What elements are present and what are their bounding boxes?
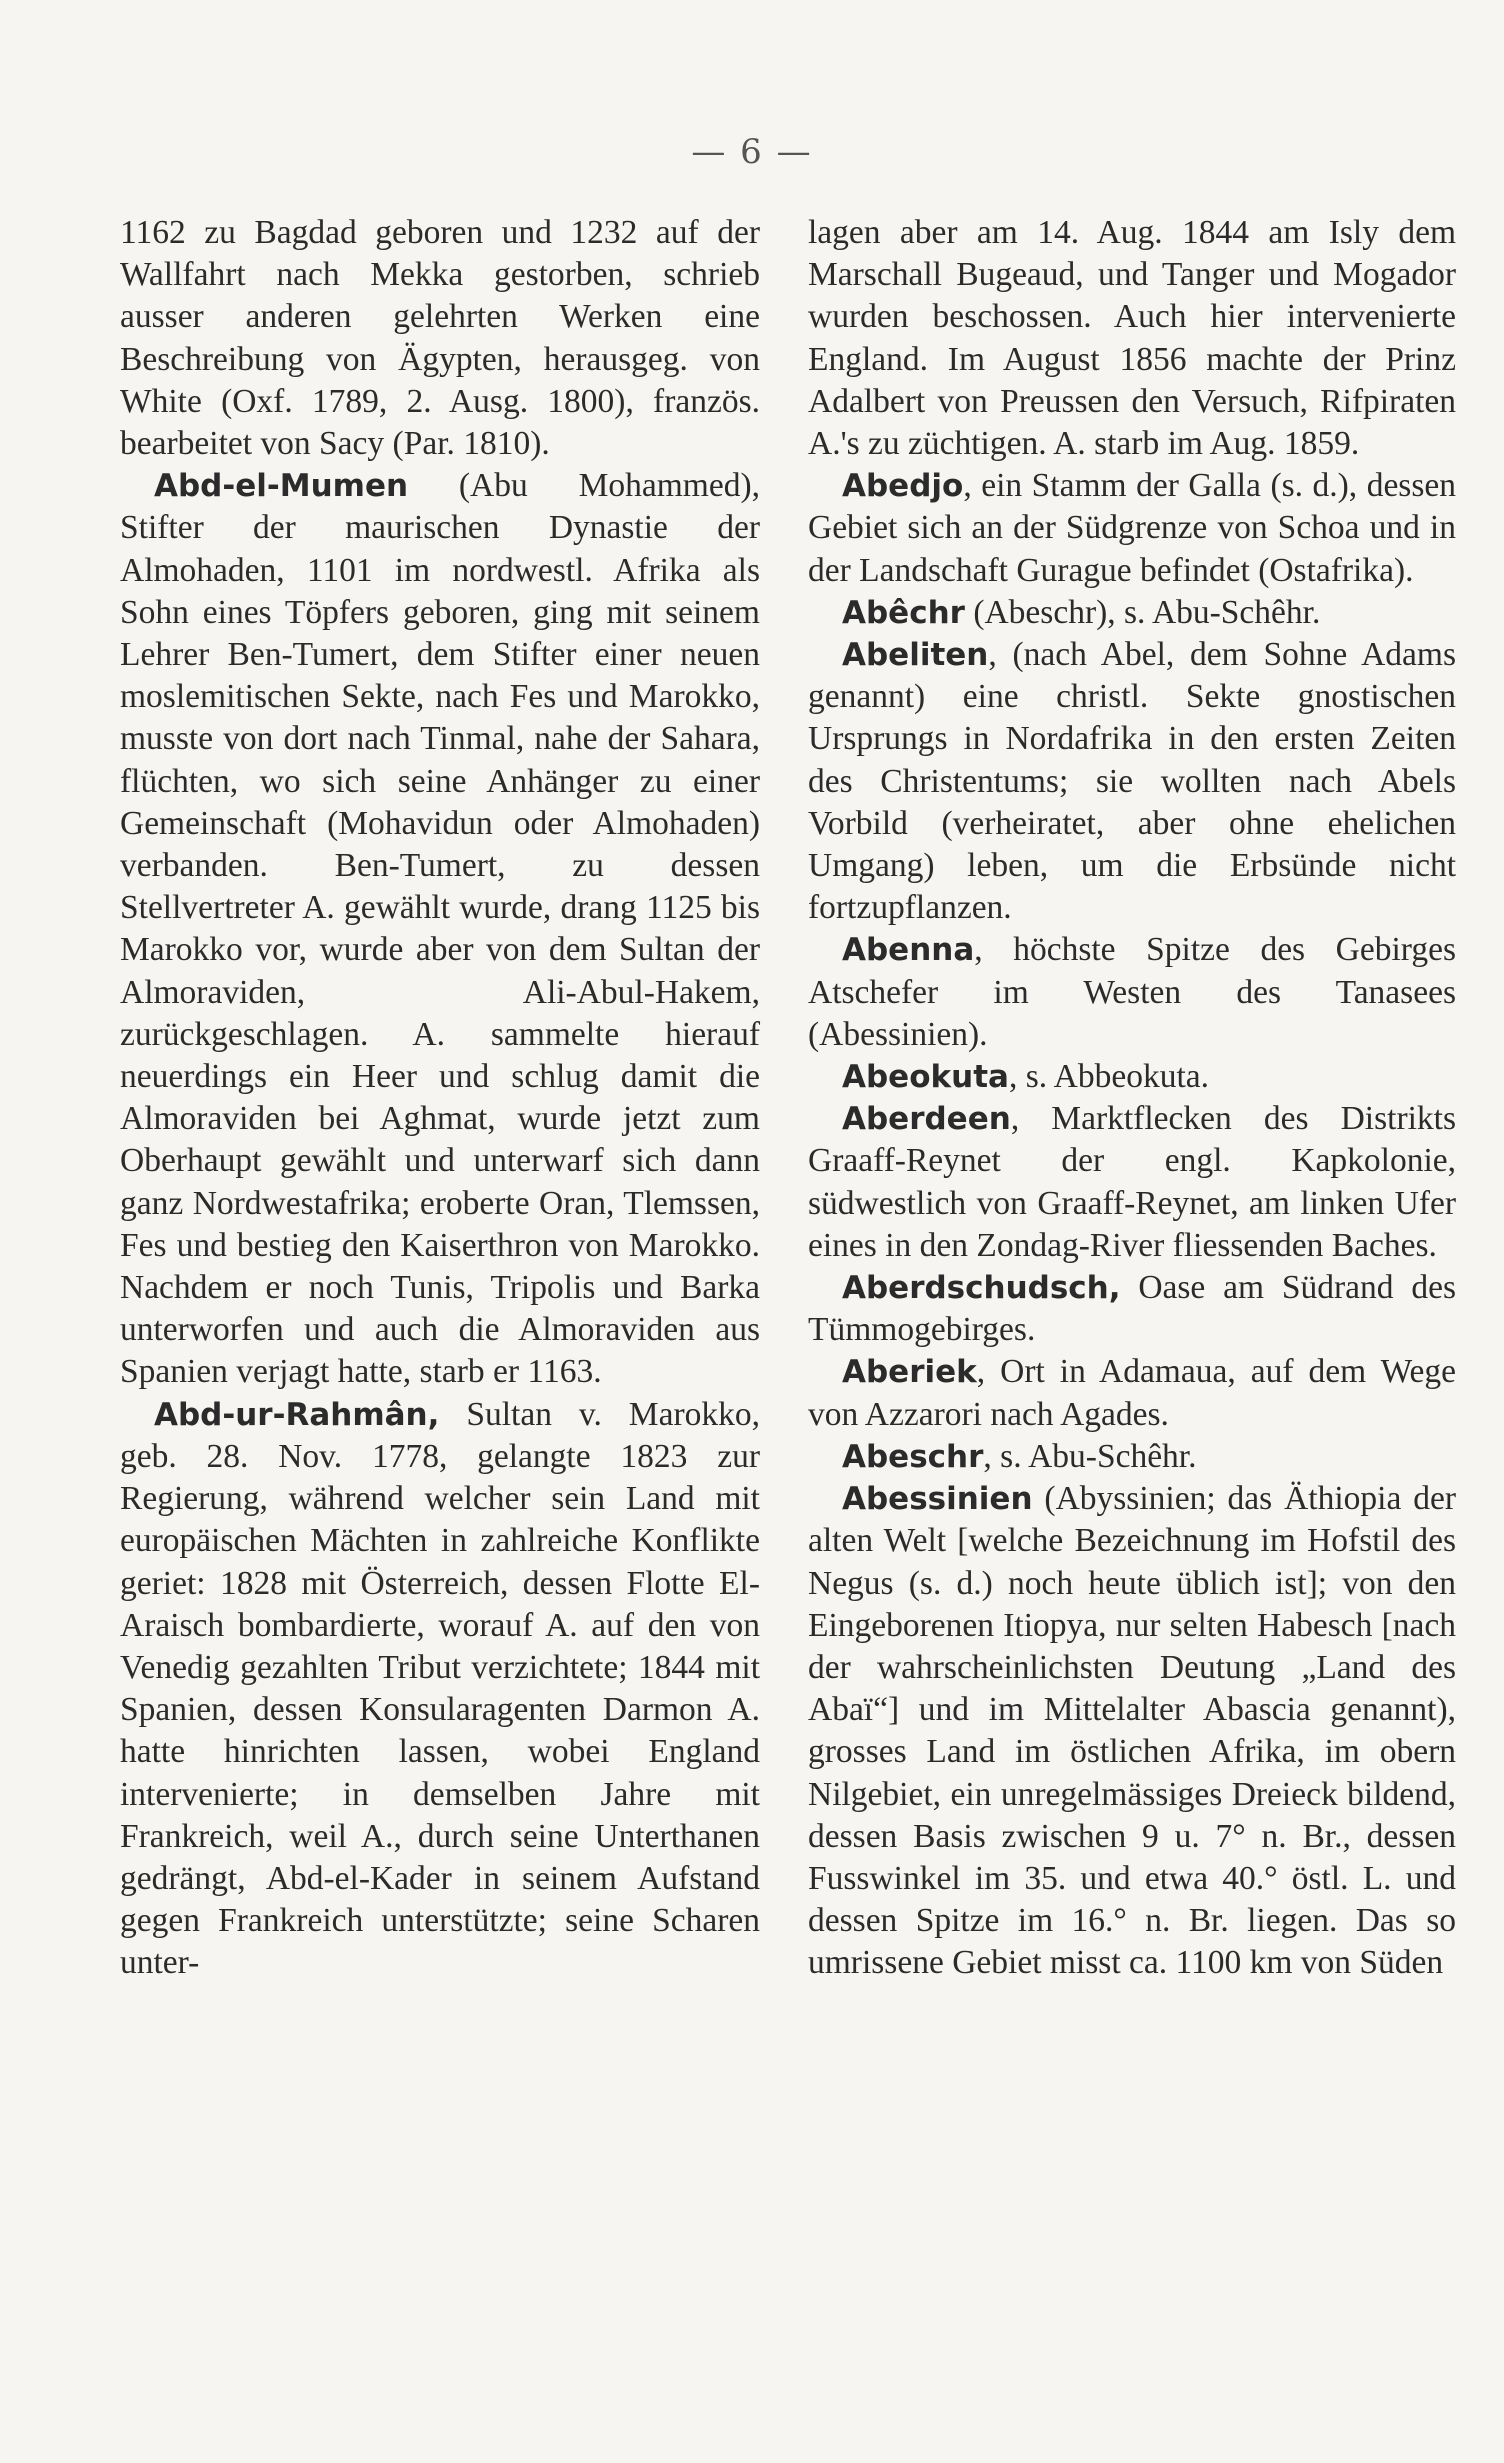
dictionary-entry xyxy=(120,1394,760,1985)
dictionary-entry xyxy=(808,1351,1456,1435)
entry-text: , (nach Abel, dem Sohne Adams genannt) eine christl. Sekte gnostischen Ursprungs in Nordafrika in den ersten Zeiten des Christentums; sie wollten nach Abels Vorbild (verheiratet, aber ohne ehelichen Umgang) leben, um die Erbsünde nicht fortzupflanzen. xyxy=(808,636,1456,927)
dictionary-entry xyxy=(120,212,760,465)
entry-text: , s. Abbeokuta. xyxy=(1008,1058,1209,1096)
dictionary-entry xyxy=(808,465,1456,592)
right-column xyxy=(808,212,1456,1985)
entry-text: Oase am Südrand des Tümmogebirges. xyxy=(808,1269,1456,1349)
dictionary-entry xyxy=(808,212,1456,465)
entry-headword: Abêchr xyxy=(842,594,965,631)
entry-text: , Marktflecken des Distrikts Graaff-Reynet der engl. Kapkolonie, südwestlich von Graaff-Reynet, am linken Ufer eines in den Zondag-River fliessenden Baches. xyxy=(808,1100,1456,1264)
entry-headword: Abessinien xyxy=(842,1481,1033,1518)
entry-headword: Aberdschudsch, xyxy=(842,1270,1121,1307)
dictionary-entry xyxy=(808,592,1456,634)
dictionary-entry xyxy=(808,1478,1456,1984)
entry-text: 1162 zu Bagdad geboren und 1232 auf der Wallfahrt nach Mekka gestorben, schrieb ausser anderen gelehrten Werken eine Beschreibung von Ägypten, herausgeg. von White (Oxf. 1789, 2. Ausg. 1800), französ. bearbeitet von Sacy (Par. 1810). xyxy=(120,214,760,463)
entry-text: , höchste Spitze des Gebirges Atschefer im Westen des Tanasees (Abessinien). xyxy=(808,931,1456,1053)
dictionary-entry xyxy=(120,465,760,1393)
entry-headword: Abeokuta xyxy=(842,1059,1009,1096)
entry-headword: Abedjo xyxy=(842,468,964,505)
entry-headword: Abeliten xyxy=(842,637,989,674)
entry-text: (Abeschr), s. Abu-Schêhr. xyxy=(964,593,1321,631)
dictionary-entry xyxy=(808,1267,1456,1351)
entry-headword: Abenna xyxy=(842,932,975,969)
left-column xyxy=(120,212,760,1985)
entry-text: (Abu Mohammed), Stifter der maurischen Dynastie der Almohaden, 1101 im nordwestl. Afrika als Sohn eines Töpfers geboren, ging mit seinem Lehrer Ben-Tumert, dem Stifter einer neuen moslemitischen Sekte, nach Fes und Marokko, musste von dort nach Tinmal, nahe der Sahara, flüchten, wo sich seine Anhänger zu einer Gemeinschaft (Mohavidun oder Almohaden) verbanden. Ben-Tumert, zu dessen Stellvertreter A. gewählt wurde, drang 1125 bis Marokko vor, wurde aber von dem Sultan der Almoraviden, Ali-Abul-Hakem, zurückgeschlagen. A. sammelte hierauf neuerdings ein Heer und schlug damit die Almoraviden bei Aghmat, wurde jetzt zum Oberhaupt gewählt und unterwarf sich dann ganz Nordwestafrika; eroberte Oran, Tlemssen, Fes und bestieg den Kaiserthron von Marokko. Nachdem er noch Tunis, Tripolis und Barka unterworfen und auch die Almoraviden aus Spanien verjagt hatte, starb er 1163. xyxy=(120,467,760,1391)
entry-text: lagen aber am 14. Aug. 1844 am Isly dem Marschall Bugeaud, und Tanger und Mogador wurden beschossen. Auch hier intervenierte England. Im August 1856 machte der Prinz Adalbert von Preussen den Versuch, Rifpiraten A.'s zu züchtigen. A. starb im Aug. 1859. xyxy=(808,214,1456,463)
entry-headword: Abd-ur-Rahmân, xyxy=(154,1396,440,1433)
entry-headword: Aberdeen xyxy=(842,1101,1011,1138)
entry-text: Sultan v. Marokko, geb. 28. Nov. 1778, gelangte 1823 zur Regierung, während welcher sein Land mit europäischen Mächten in zahlreiche Konflikte geriet: 1828 mit Österreich, dessen Flotte El-Araisch bombardierte, worauf A. auf den von Venedig gezahlten Tribut verzichtete; 1844 mit Spanien, dessen Konsularagenten Darmon A. hatte hinrichten lassen, wobei England intervenierte; in demselben Jahre mit Frankreich, weil A., durch seine Unterthanen gedrängt, Abd-el-Kader in seinem Aufstand gegen Frankreich unterstützte; seine Scharen unter- xyxy=(120,1395,760,1982)
entry-headword: Aberiek xyxy=(842,1354,977,1391)
dictionary-entry xyxy=(808,1056,1456,1098)
dictionary-entry xyxy=(808,1098,1456,1267)
entry-text: , s. Abu-Schêhr. xyxy=(983,1437,1197,1475)
entry-text: (Abyssinien; das Äthiopia der alten Welt [welche Bezeichnung im Hofstil des Negus (s. d.) noch heute üblich ist]; von den Eingeborenen Itiopya, nur selten Habesch [nach der wahrscheinlichsten Deutung „Land des Abaï“] und im Mittelalter Abascia genannt), grosses Land im östlichen Afrika, im obern Nilgebiet, ein unregelmässiges Dreieck bildend, dessen Basis zwischen 9 u. 7° n. Br., dessen Fusswinkel im 35. und etwa 40.° östl. L. und dessen Spitze im 16.° n. Br. liegen. Das so umrissene Gebiet misst ca. 1100 km von Süden xyxy=(808,1480,1456,1982)
entry-headword: Abd-el-Mumen xyxy=(154,468,409,505)
dictionary-entry xyxy=(808,1436,1456,1478)
entry-text: , ein Stamm der Galla (s. d.), dessen Gebiet sich an der Südgrenze von Schoa und in der Landschaft Gurague befindet (Ostafrika). xyxy=(808,467,1456,589)
entry-headword: Abeschr xyxy=(842,1438,984,1475)
dictionary-entry xyxy=(808,634,1456,929)
dictionary-entry xyxy=(808,929,1456,1056)
entry-text: , Ort in Adamaua, auf dem Wege von Azzarori nach Agades. xyxy=(808,1353,1456,1433)
page-number: — 6 — xyxy=(691,132,813,172)
